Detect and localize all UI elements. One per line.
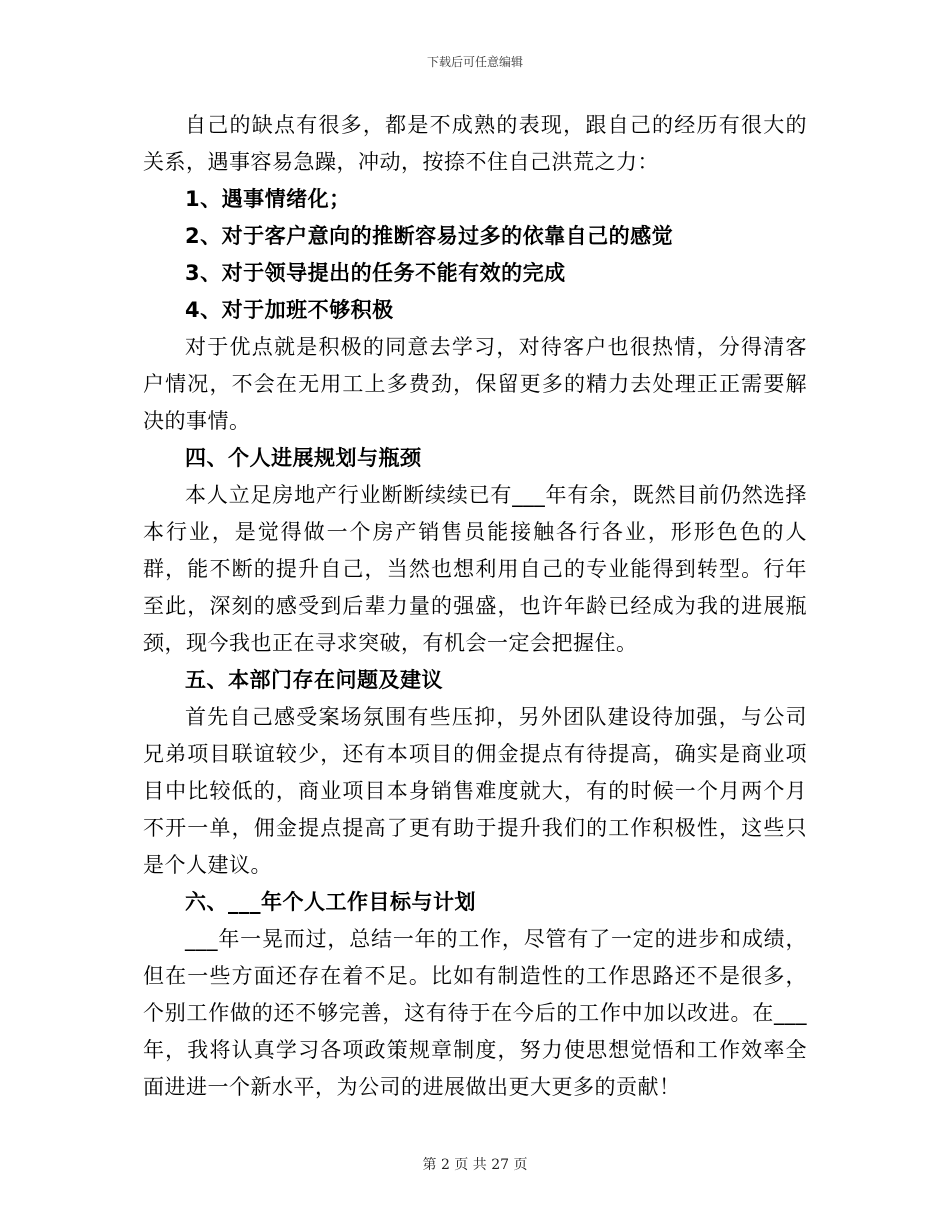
page-footer: 第 2 页 共 27 页 (422, 1157, 528, 1173)
development-paragraph: 本人立足房地产行业断断续续已有___年有余，既然目前仍然选择本行业，是觉得做一个房产销售员能接触各行各业，形形色色的人群，能不断的提升自己，当然也想利用自己的专业能得到转型。行年至此，深刻的感受到后辈力量的强盛，也许年龄已经成为我的进展瓶颈，现今我也正在寻求突破，有机会一定会把握住。 (143, 483, 807, 655)
section-heading-6: 六、___年个人工作目标与计划 (185, 890, 476, 914)
weakness-paragraph: 自己的缺点有很多，都是不成熟的表现，跟自己的经历有很大的关系，遇事容易急躁，冲动，按捺不住自己洪荒之力： (143, 113, 807, 174)
goals-paragraph: ___年一晃而过，总结一年的工作，尽管有了一定的进步和成绩，但在一些方面还存在着不足。比如有制造性的工作思路还不是很多，个别工作做的还不够完善，这有待于在今后的工作中加以改进。在___年，我将认真学习各项政策规章制度，努力使思想觉悟和工作效率全面进进一个新水平，为公司的进展做出更大更多的贡献！ (143, 927, 807, 1099)
weakness-list-item: 3、对于领导提出的任务不能有效的完成 (185, 261, 566, 285)
weakness-list-item: 2、对于客户意向的推断容易过多的依靠自己的感觉 (185, 224, 674, 248)
page-header: 下载后可任意编辑 (426, 55, 523, 69)
section-heading-4: 四、个人进展规划与瓶颈 (185, 446, 422, 470)
document-body (143, 107, 807, 1106)
suggestions-paragraph: 首先自己感受案场氛围有些压抑，另外团队建设待加强，与公司兄弟项目联谊较少，还有本项目的佣金提点有待提高，确实是商业项目中比较低的，商业项目本身销售难度就大，有的时候一个月两个月不开一单，佣金提点提高了更有助于提升我们的工作积极性，这些只是个人建议。 (143, 705, 807, 877)
weakness-list-item: 1、遇事情绪化； (185, 187, 351, 211)
weakness-list-item: 4、对于加班不够积极 (185, 298, 394, 322)
section-heading-5: 五、本部门存在问题及建议 (185, 668, 443, 692)
strength-paragraph: 对于优点就是积极的同意去学习，对待客户也很热情，分得清客户情况，不会在无用工上多费劲，保留更多的精力去处理正正需要解决的事情。 (143, 335, 807, 433)
